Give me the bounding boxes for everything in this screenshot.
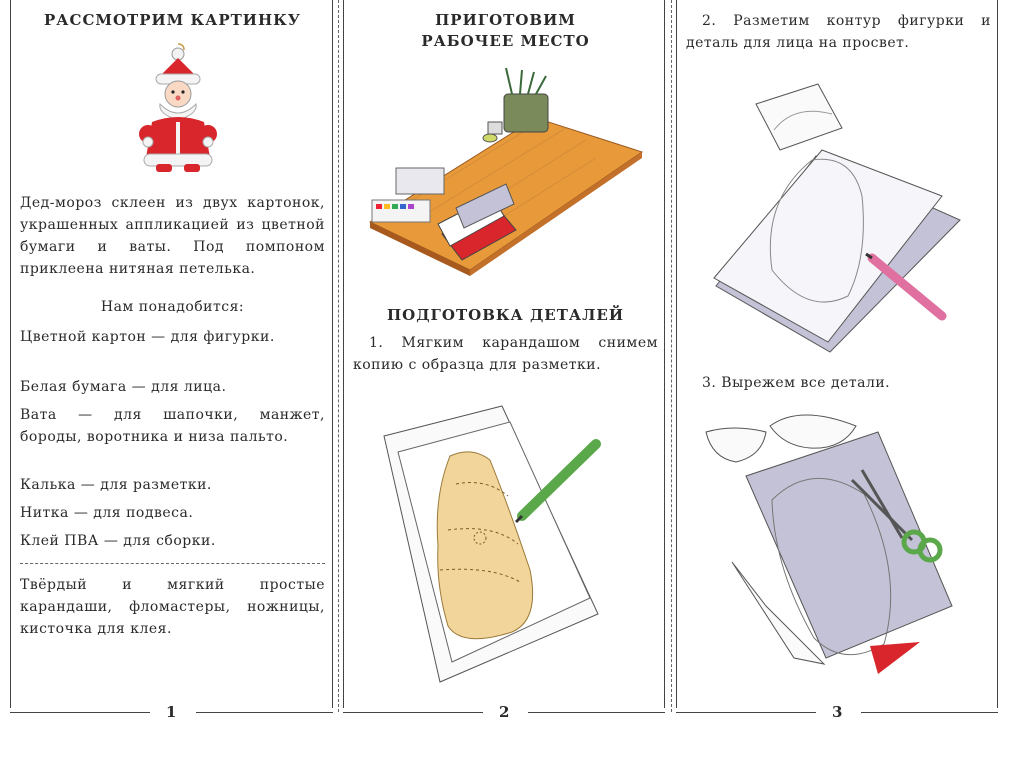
footer-rule [196, 712, 333, 713]
step-1-text: 1. Мягким карандашом снимем копию с образца для разметки. [353, 335, 658, 373]
footer-rule [528, 712, 665, 713]
footer-rule [343, 712, 483, 713]
fold-line-1 [338, 0, 339, 712]
page-number: 1 [166, 703, 177, 721]
tracing-illustration [376, 400, 608, 690]
panel2-heading-line2: РАБОЧЕЕ МЕСТО [421, 32, 590, 50]
material-item: Нитка — для подвеса. [20, 505, 194, 521]
step-3-text: 3. Вырежем все детали. [702, 375, 891, 391]
santa-description: Дед-мороз склеен из двух картонок, украшенных аппликацией из цветной бумаги и ваты. Под помпоном приклеена нитяная петелька. [20, 195, 325, 277]
page-number: 2 [499, 703, 510, 721]
material-item: Клей ПВА — для сборки. [20, 533, 216, 549]
page-number: 3 [832, 703, 843, 721]
preparation-heading: ПОДГОТОВКА ДЕТАЛЕЙ [386, 306, 624, 324]
material-item: Вата — для шапочки, манжет, бороды, воротника и низа пальто. [20, 407, 325, 445]
panel2-heading: ПРИГОТОВИМ [435, 11, 576, 29]
materials-title: Нам понадобится: [100, 299, 245, 315]
footer-rule [676, 712, 816, 713]
tools-list: Твёрдый и мягкий простые карандаши, фломастеры, ножницы, кисточка для клея. [20, 577, 325, 637]
material-item: Цветной картон — для фигурки. [20, 329, 275, 345]
outline-marking-illustration [712, 80, 962, 358]
santa-figure-illustration [132, 42, 224, 174]
material-item: Белая бумага — для лица. [20, 379, 227, 395]
dashed-divider [20, 563, 325, 564]
cutting-illustration [702, 400, 972, 676]
workplace-illustration [366, 64, 648, 276]
footer-rule [861, 712, 998, 713]
fold-line-2 [671, 0, 672, 712]
material-item: Калька — для разметки. [20, 477, 212, 493]
step-2-text: 2. Разметим контур фигурки и деталь для лица на просвет. [686, 13, 991, 51]
footer-rule [10, 712, 150, 713]
panel1-heading: РАССМОТРИМ КАРТИНКУ [44, 11, 301, 29]
